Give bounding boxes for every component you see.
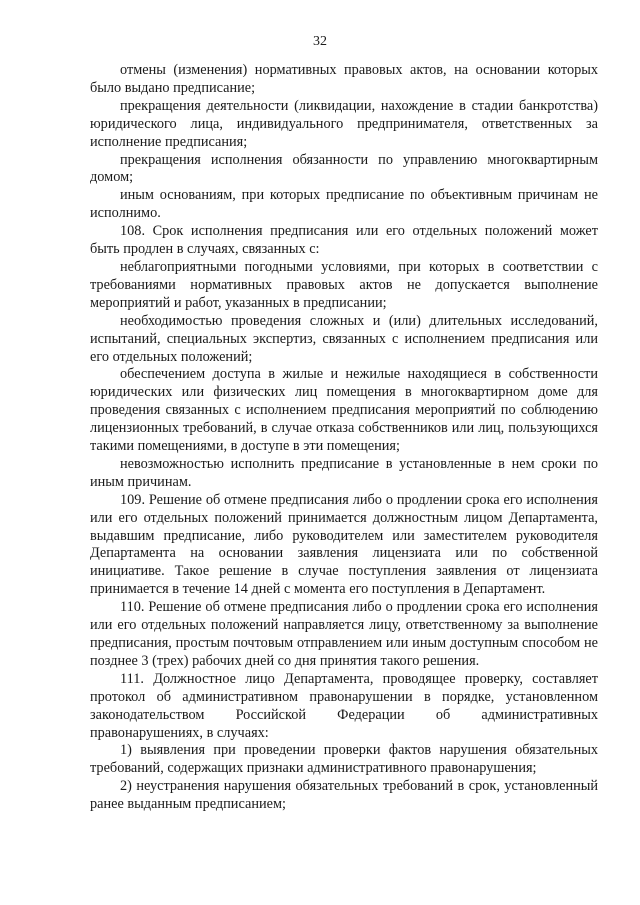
paragraph-111: 111. Должностное лицо Департамента, проводящее проверку, составляет протокол об административном правонарушении в порядке, установленном законодательством Российской Федерации об административных правонарушениях, в случаях: [90, 670, 598, 741]
paragraph-108: 108. Срок исполнения предписания или его отдельных положений может быть продлен в случаях, связанных с: [90, 223, 598, 258]
paragraph-termination-of-management: прекращения исполнения обязанности по управлению многоквартирным домом; [90, 151, 598, 186]
page-number: 32 [313, 34, 327, 49]
paragraph-111-item-2: 2) неустранения нарушения обязательных требований в срок, установленный ранее выданным предписанием; [90, 778, 598, 813]
paragraph-termination-of-activity: прекращения деятельности (ликвидации, нахождение в стадии банкротства) юридического лица, индивидуального предпринимателя, ответственных за исполнение предписания; [90, 97, 598, 150]
paragraph-weather-conditions: неблагоприятными погодными условиями, при которых в соответствии с требованиями нормативных правовых актов не допускается выполнение мероприятий и работ, указанных в предписании; [90, 258, 598, 311]
paragraph-impossibility: невозможностью исполнить предписание в установленные в нем сроки по иным причинам. [90, 455, 598, 490]
document-body [90, 62, 598, 814]
paragraph-110: 110. Решение об отмене предписания либо о продлении срока его исполнения или его отдельных положений направляется лицу, ответственному за выполнение предписания, простым почтовым отправлением или иным доступным способом не позднее 3 (трех) рабочих дней со дня принятия такого решения. [90, 599, 598, 669]
paragraph-109: 109. Решение об отмене предписания либо о продлении срока его исполнения или его отдельных положений принимается должностным лицом Департамента, выдавшим предписание, либо руководителем или заместителем руководителя Департамента на основании заявления лицензиата или по собственной инициативе. Такое решение в случае поступления заявления от лицензиата принимается в течение 14 дней с момента его поступления в Департамент. [90, 491, 598, 598]
paragraph-revocation-of-acts: отмены (изменения) нормативных правовых актов, на основании которых было выдано предписание; [90, 62, 598, 96]
paragraph-complex-research: необходимостью проведения сложных и (или) длительных исследований, испытаний, специальных экспертиз, связанных с исполнением предписания или его отдельных положений; [90, 312, 598, 365]
paragraph-other-grounds: иным основаниям, при которых предписание по объективным причинам не исполнимо. [90, 187, 598, 222]
paragraph-access-to-premises: обеспечением доступа в жилые и нежилые находящиеся в собственности юридических или физических лиц помещения в многоквартирном доме для проведения связанных с исполнением предписания мероприятий по соблюдению лицензионных требований, в случае отказа собственников или лиц, пользующихся такими помещениями, в доступе в эти помещения; [90, 366, 598, 455]
paragraph-111-item-1: 1) выявления при проведении проверки фактов нарушения обязательных требований, содержащих признаки административного правонарушения; [90, 742, 598, 777]
